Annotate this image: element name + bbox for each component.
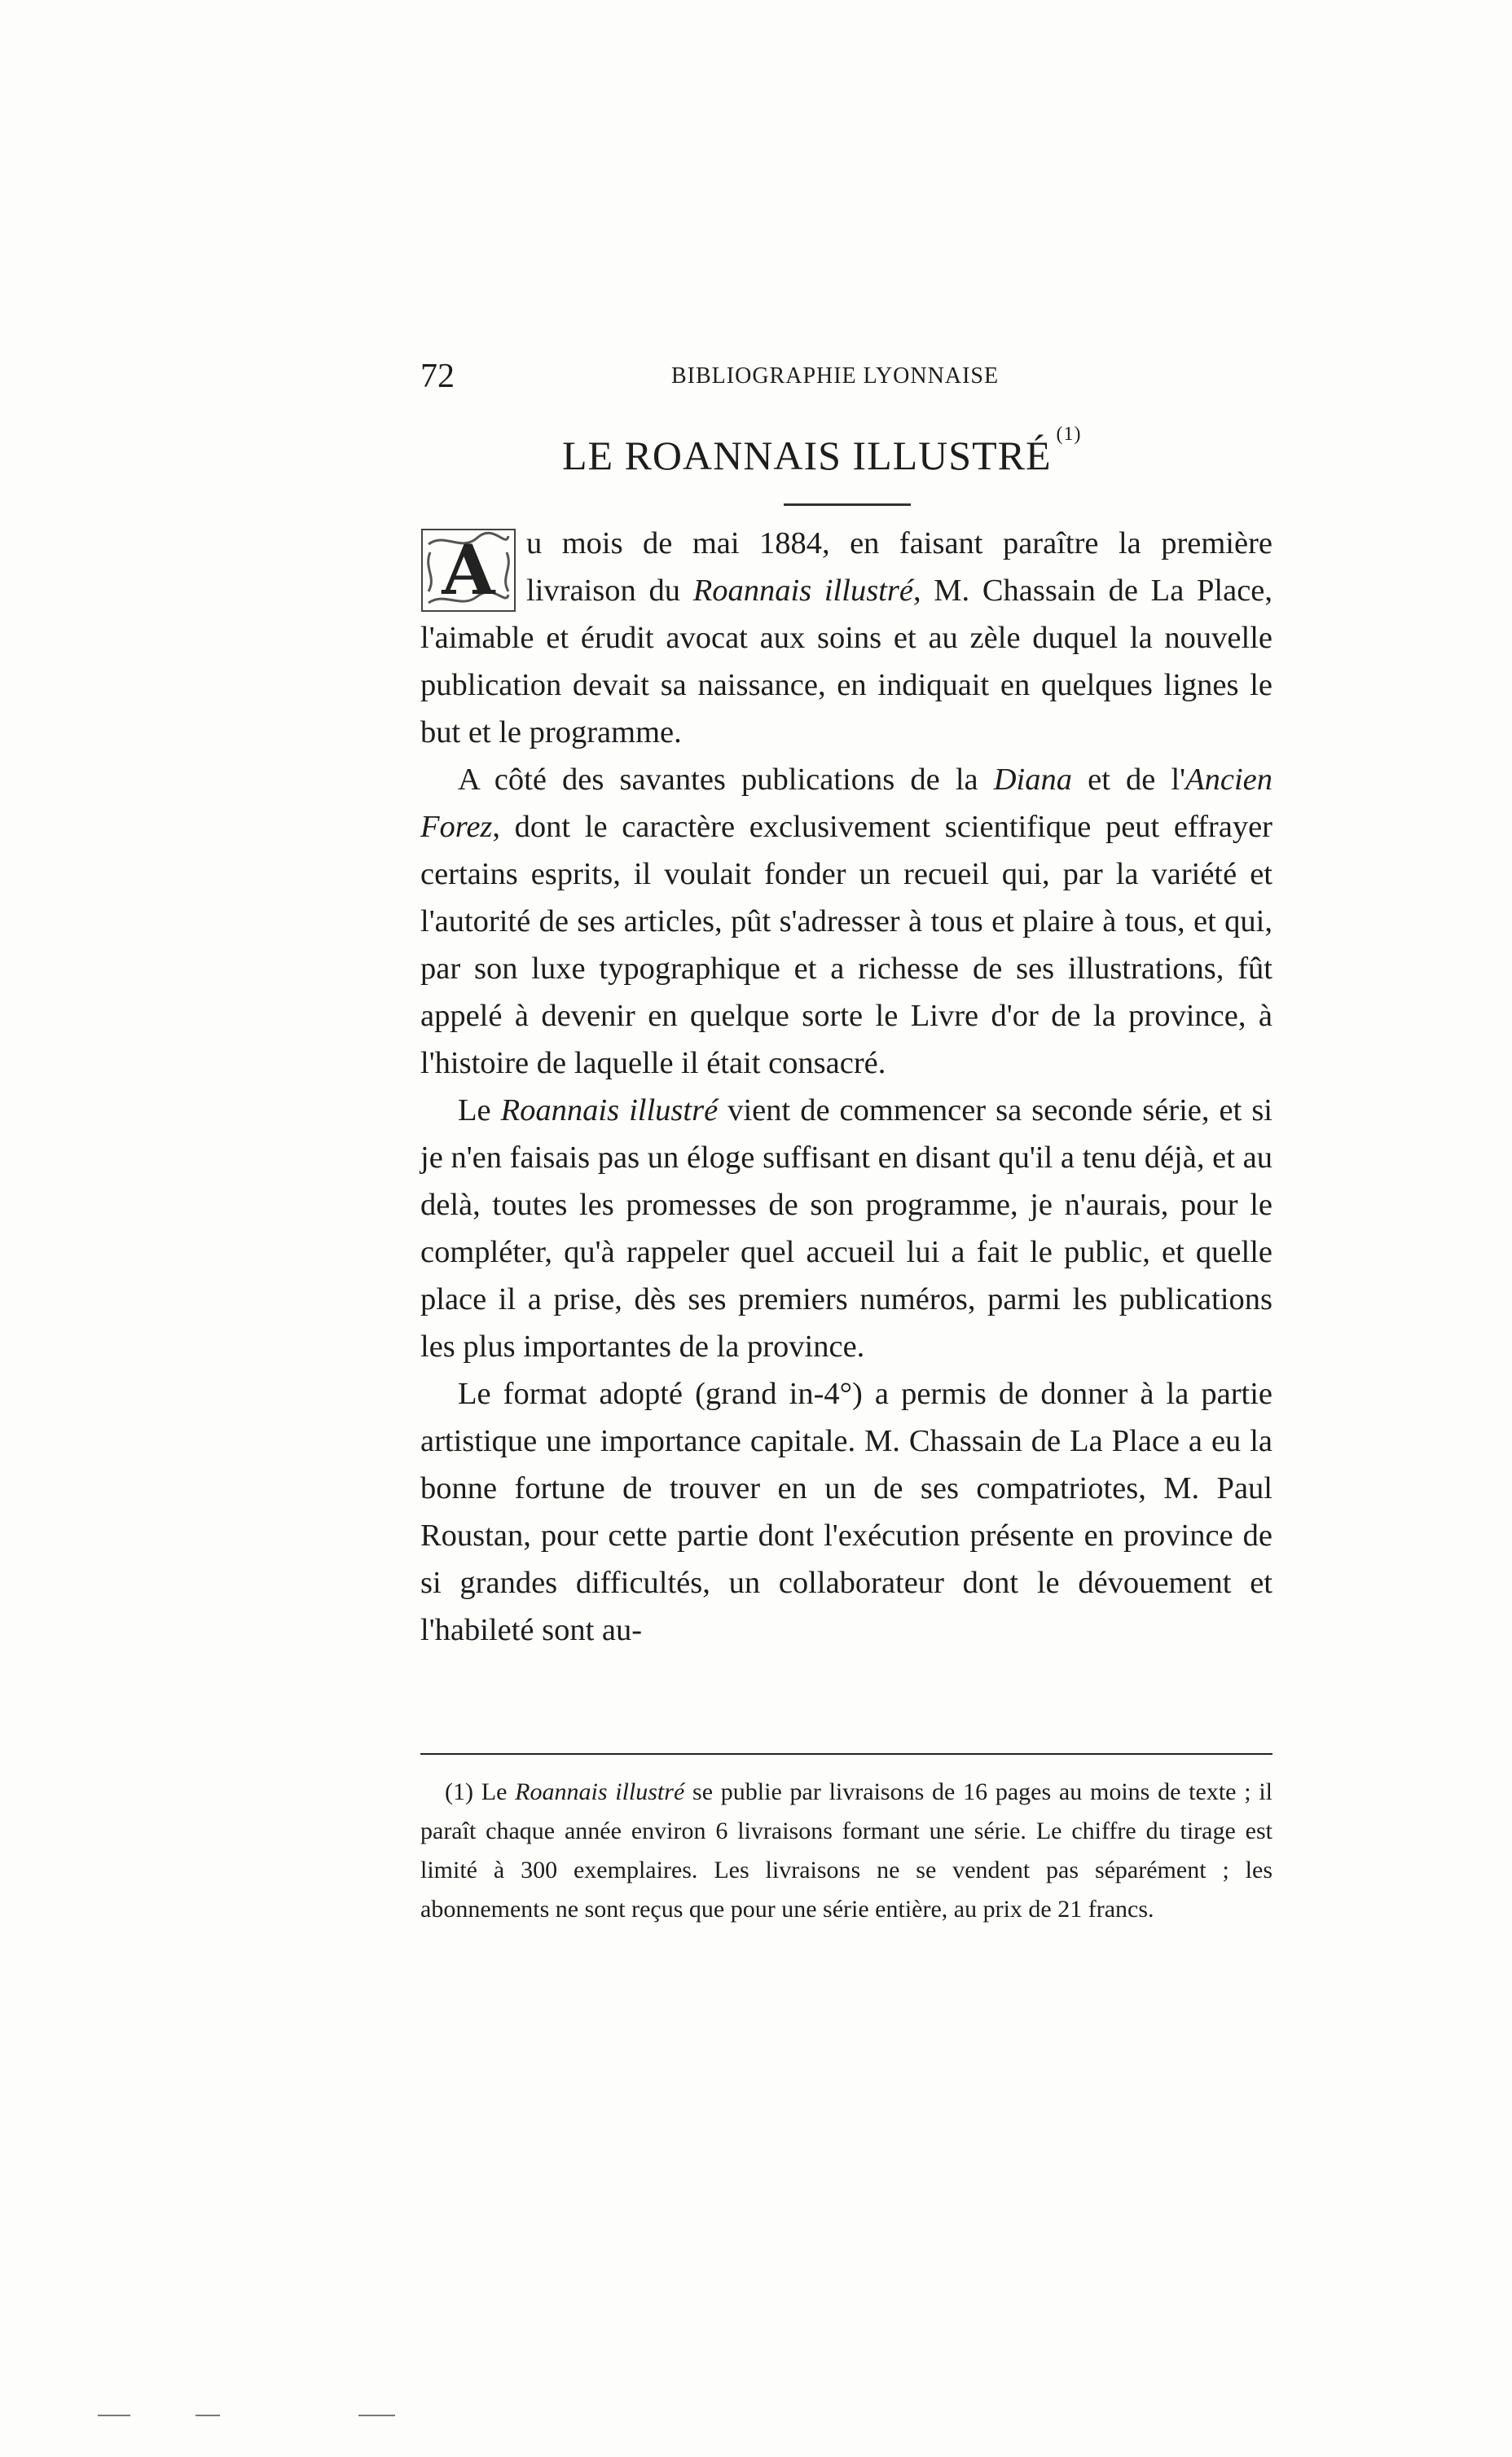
ornamental-drop-cap xyxy=(420,528,516,613)
p1-italic-1: Roannais illustré xyxy=(692,574,913,608)
article-title-text: LE ROANNAIS ILLUSTRÉ xyxy=(562,433,1052,478)
article-body xyxy=(420,520,1272,1654)
p4-text-1: Le format adopté (grand in-4°) a permis de donner à la partie artistique une importance capitale. M. Chassain de La Place a eu la bonne fortune de trouver en un de ses compatriotes, M. Paul Roustan, pour cette partie dont l'exécution présente en province de si grandes difficultés, un collaborateur dont le dévouement et l'habileté sont au- xyxy=(420,1377,1272,1647)
footnote-text-2: se publie par livraisons de 16 pages au moins de texte ; il paraît chaque année environ 6 livraisons formant une série. Le chiffre du tirage est limité à 300 exemplaires. Les livraisons ne se vendent pas séparément ; les abonnements ne sont reçus que pour une série entière, au prix de 21 francs. xyxy=(420,1778,1273,1923)
footnote-text-1: Le xyxy=(472,1778,516,1805)
p2-text-3: , dont le caractère exclusivement scientifique peut effrayer certains esprits, il voulait fonder un recueil qui, par la variété et l'autorité de ses articles, pût s'adresser à tous et plaire à tous, et qui, par son luxe typographique et a richesse de ses illustrations, fût appelé à devenir en quelque sorte le Livre d'or de la province, à l'histoire de laquelle il était consacré. xyxy=(420,810,1272,1080)
paragraph-3 xyxy=(420,1087,1272,1370)
footnote-italic-1: Roannais illustré xyxy=(515,1778,685,1805)
p1-text-2: , M. Chassain de La Place, l'aimable et érudit avocat aux soins et au zèle duquel la nouvelle publication devait sa naissance, en indiquait en quelques lignes le but et le programme. xyxy=(420,574,1272,749)
p3-text-1: Le xyxy=(458,1093,501,1127)
scan-mark xyxy=(98,2415,130,2416)
scan-mark xyxy=(358,2415,395,2416)
running-head xyxy=(420,357,1276,406)
paragraph-1 xyxy=(420,520,1272,756)
p3-italic-1: Roannais illustré xyxy=(500,1093,719,1127)
scan-edge-marks xyxy=(98,2411,424,2420)
p2-italic-1: Diana xyxy=(993,763,1072,797)
paragraph-2 xyxy=(420,756,1272,1087)
page-number: 72 xyxy=(420,358,455,395)
p3-text-2: vient de commencer sa seconde série, et si je n'en faisais pas un éloge suffisant en disant qu'il a tenu déjà, et au delà, toutes les promesses de son programme, je n'aurais, pour le compléter, qu'à rappeler quel accueil lui a fait le public, et quelle place il a prise, dès ses premiers numéros, parmi les publications les plus importantes de la province. xyxy=(420,1093,1273,1364)
title-rule xyxy=(784,503,911,506)
running-title: BIBLIOGRAPHIE LYONNAISE xyxy=(671,363,1000,389)
p1-text-1: u mois de mai 1884, en faisant paraître la première livraison du xyxy=(526,526,1272,608)
paragraph-4 xyxy=(420,1370,1272,1654)
p2-text-1: A côté des savantes publications de la xyxy=(458,763,994,797)
p2-text-2: et de l' xyxy=(1071,763,1186,797)
title-footnote-mark[interactable]: (1) xyxy=(1056,424,1082,446)
scan-mark xyxy=(196,2415,220,2416)
drop-cap-letter: A xyxy=(442,530,495,610)
article-title xyxy=(562,424,1082,479)
p2-italic-2: Ancien Forez xyxy=(420,763,1272,844)
footnote-divider xyxy=(420,1753,1272,1755)
footnote-mark: (1) xyxy=(445,1778,473,1805)
footnote xyxy=(420,1773,1272,1929)
